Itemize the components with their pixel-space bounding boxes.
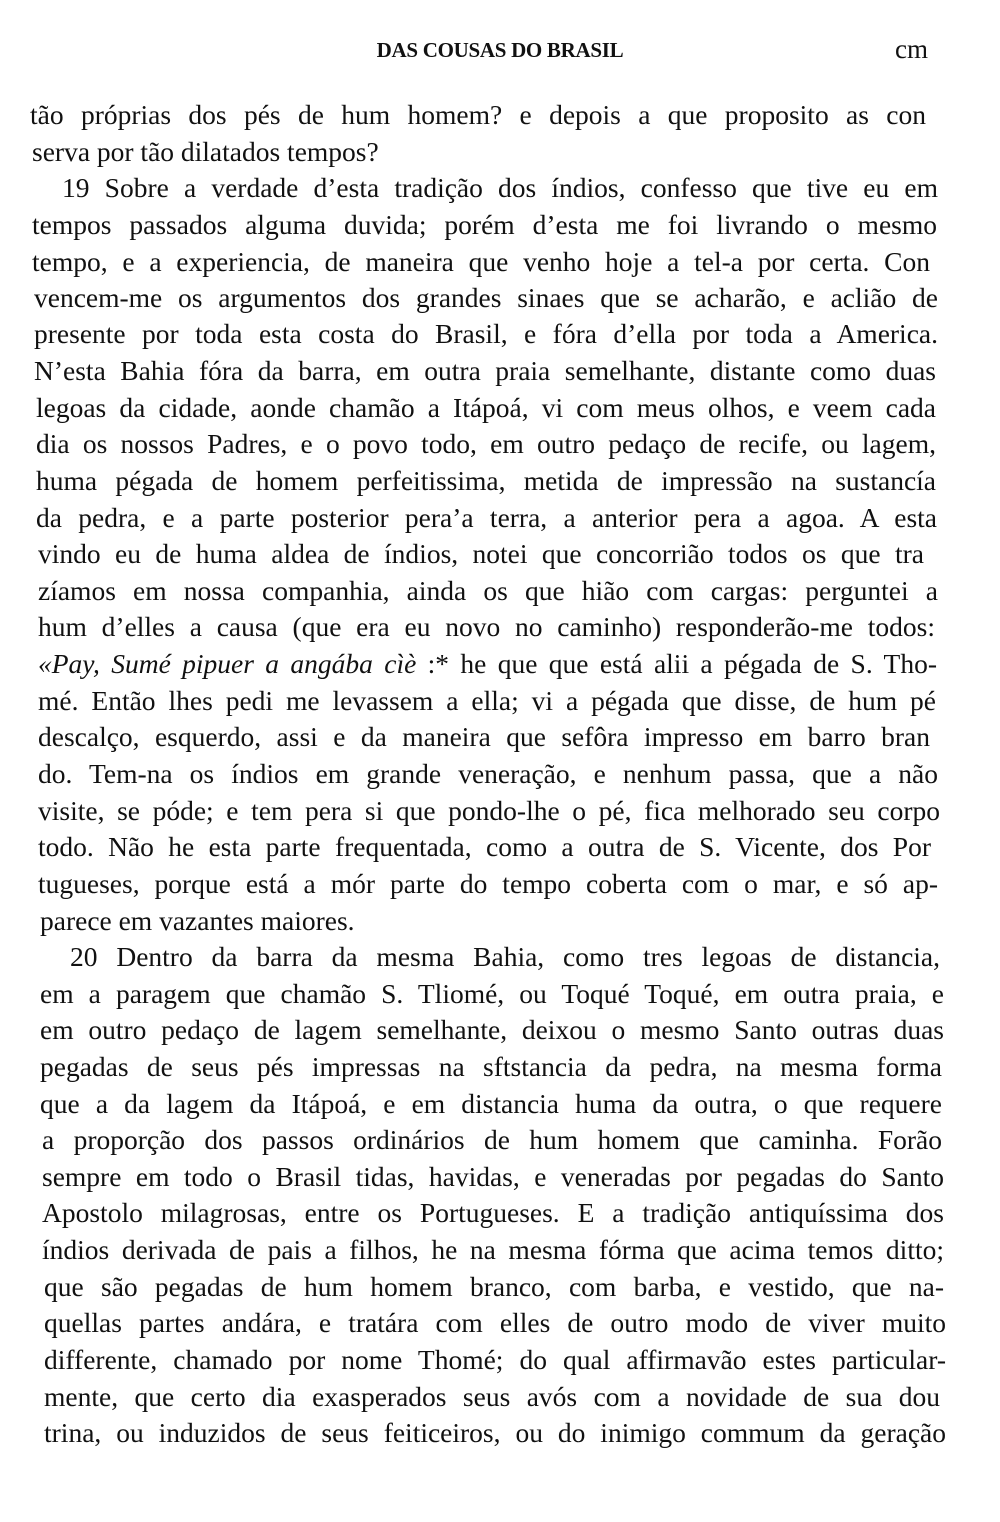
text-line: da pedra, e a parte posterior pera’a terra, a anterior pera a agoa. A esta [36,502,937,533]
text-line: serva por tão dilatados tempos? [32,136,379,167]
text-line: 20 Dentro da barra da mesma Bahia, como tres legoas de distancia, [70,941,940,972]
text-line: índios derivada de pais a filhos, he na mesma fórma que acima temos ditto; [42,1234,944,1265]
text-line: todo. Não he esta parte frequentada, como a outra de S. Vicente, dos Por [38,831,931,862]
text-line: parece em vazantes maiores. [40,905,355,936]
text-line: presente por toda esta costa do Brasil, e fóra d’ella por toda a America. [34,318,938,349]
text-line: tugueses, porque está a mór parte do tempo coberta com o mar, e só ap- [38,868,938,899]
quote-italic: «Pay, Sumé pipuer a angába cìè [38,648,417,679]
text-line: vencem-me os argumentos dos grandes sinaes que se acharão, e aclião de [34,282,938,313]
quote-line [38,648,937,680]
text-line: tão próprias dos pés de hum homem? e depois a que proposito as con [30,99,926,130]
text-line: dia os nossos Padres, e o povo todo, em outro pedaço de recife, ou lagem, [36,428,936,459]
text-line: huma pégada de homem perfeitissima, metida de impressão na sustancía [36,465,936,496]
text-line: que a da lagem da Itápoá, e em distancia huma da outra, o que requere [40,1088,942,1119]
text-line: que são pegadas de hum homem branco, com barba, e vestido, que na- [44,1271,944,1302]
text-line: 19 Sobre a verdade d’esta tradição dos índios, confesso que tive eu em [62,172,938,203]
text-line: zíamos em nossa companhia, ainda os que hião com cargas: perguntei a [38,575,938,606]
text-line: hum d’elles a causa (que era eu novo no caminho) responderão-me todos: [38,611,935,642]
text-line: legoas da cidade, aonde chamão a Itápoá, vi com meus olhos, e veem cada [36,392,936,423]
running-title: DAS COUSAS DO BRASIL [376,38,624,62]
text-line: mé. Então lhes pedi me levassem a ella; vi a pégada que disse, de hum pé [38,685,936,716]
text-line: tempos passados alguma duvida; porém d’esta me foi livrando o mesmo [32,209,937,240]
text-line: N’esta Bahia fóra da barra, em outra praia semelhante, distante como duas [34,355,936,386]
text-line: Apostolo milagrosas, entre os Portugueses. E a tradição antiquíssima dos [42,1197,944,1228]
text-line: descalço, esquerdo, assi e da maneira que sefôra impresso em barro bran [38,721,930,752]
text-line: a proporção dos passos ordinários de hum homem que caminha. Forão [42,1124,942,1155]
text-line: mente, que certo dia exasperados seus avós com a novidade de sua dou [44,1381,940,1412]
page-number: cm [895,34,928,64]
text-line: quellas partes andára, e tratára com elles de outro modo de viver muito [44,1307,946,1338]
text-line: tempo, e a experiencia, de maneira que venho hoje a tel-a por certa. Con [32,246,930,277]
quote-roman: :* he que que está alii a pégada de S. Tho- [416,648,938,679]
text-line: trina, ou induzidos de seus feiticeiros, ou do inimigo commum da geração [44,1417,946,1448]
text-line: em outro pedaço de lagem semelhante, deixou o mesmo Santo outras duas [40,1014,944,1045]
text-line: do. Tem-na os índios em grande veneração, e nenhum passa, que a não [38,758,938,789]
text-line: sempre em todo o Brasil tidas, havidas, e veneradas por pegadas do Santo [42,1161,944,1192]
text-line: differente, chamado por nome Thomé; do qual affirmavão estes particular- [44,1344,946,1375]
text-line: vindo eu de huma aldea de índios, notei que concorrião todos os que tra [38,538,924,569]
text-line: em a paragem que chamão S. Tliomé, ou Toqué Toqué, em outra praia, e [40,978,944,1009]
text-line: pegadas de seus pés impressas na sftstancia da pedra, na mesma forma [40,1051,942,1082]
text-line: visite, se póde; e tem pera si que pondo-lhe o pé, fica melhorado seu corpo [38,795,940,826]
